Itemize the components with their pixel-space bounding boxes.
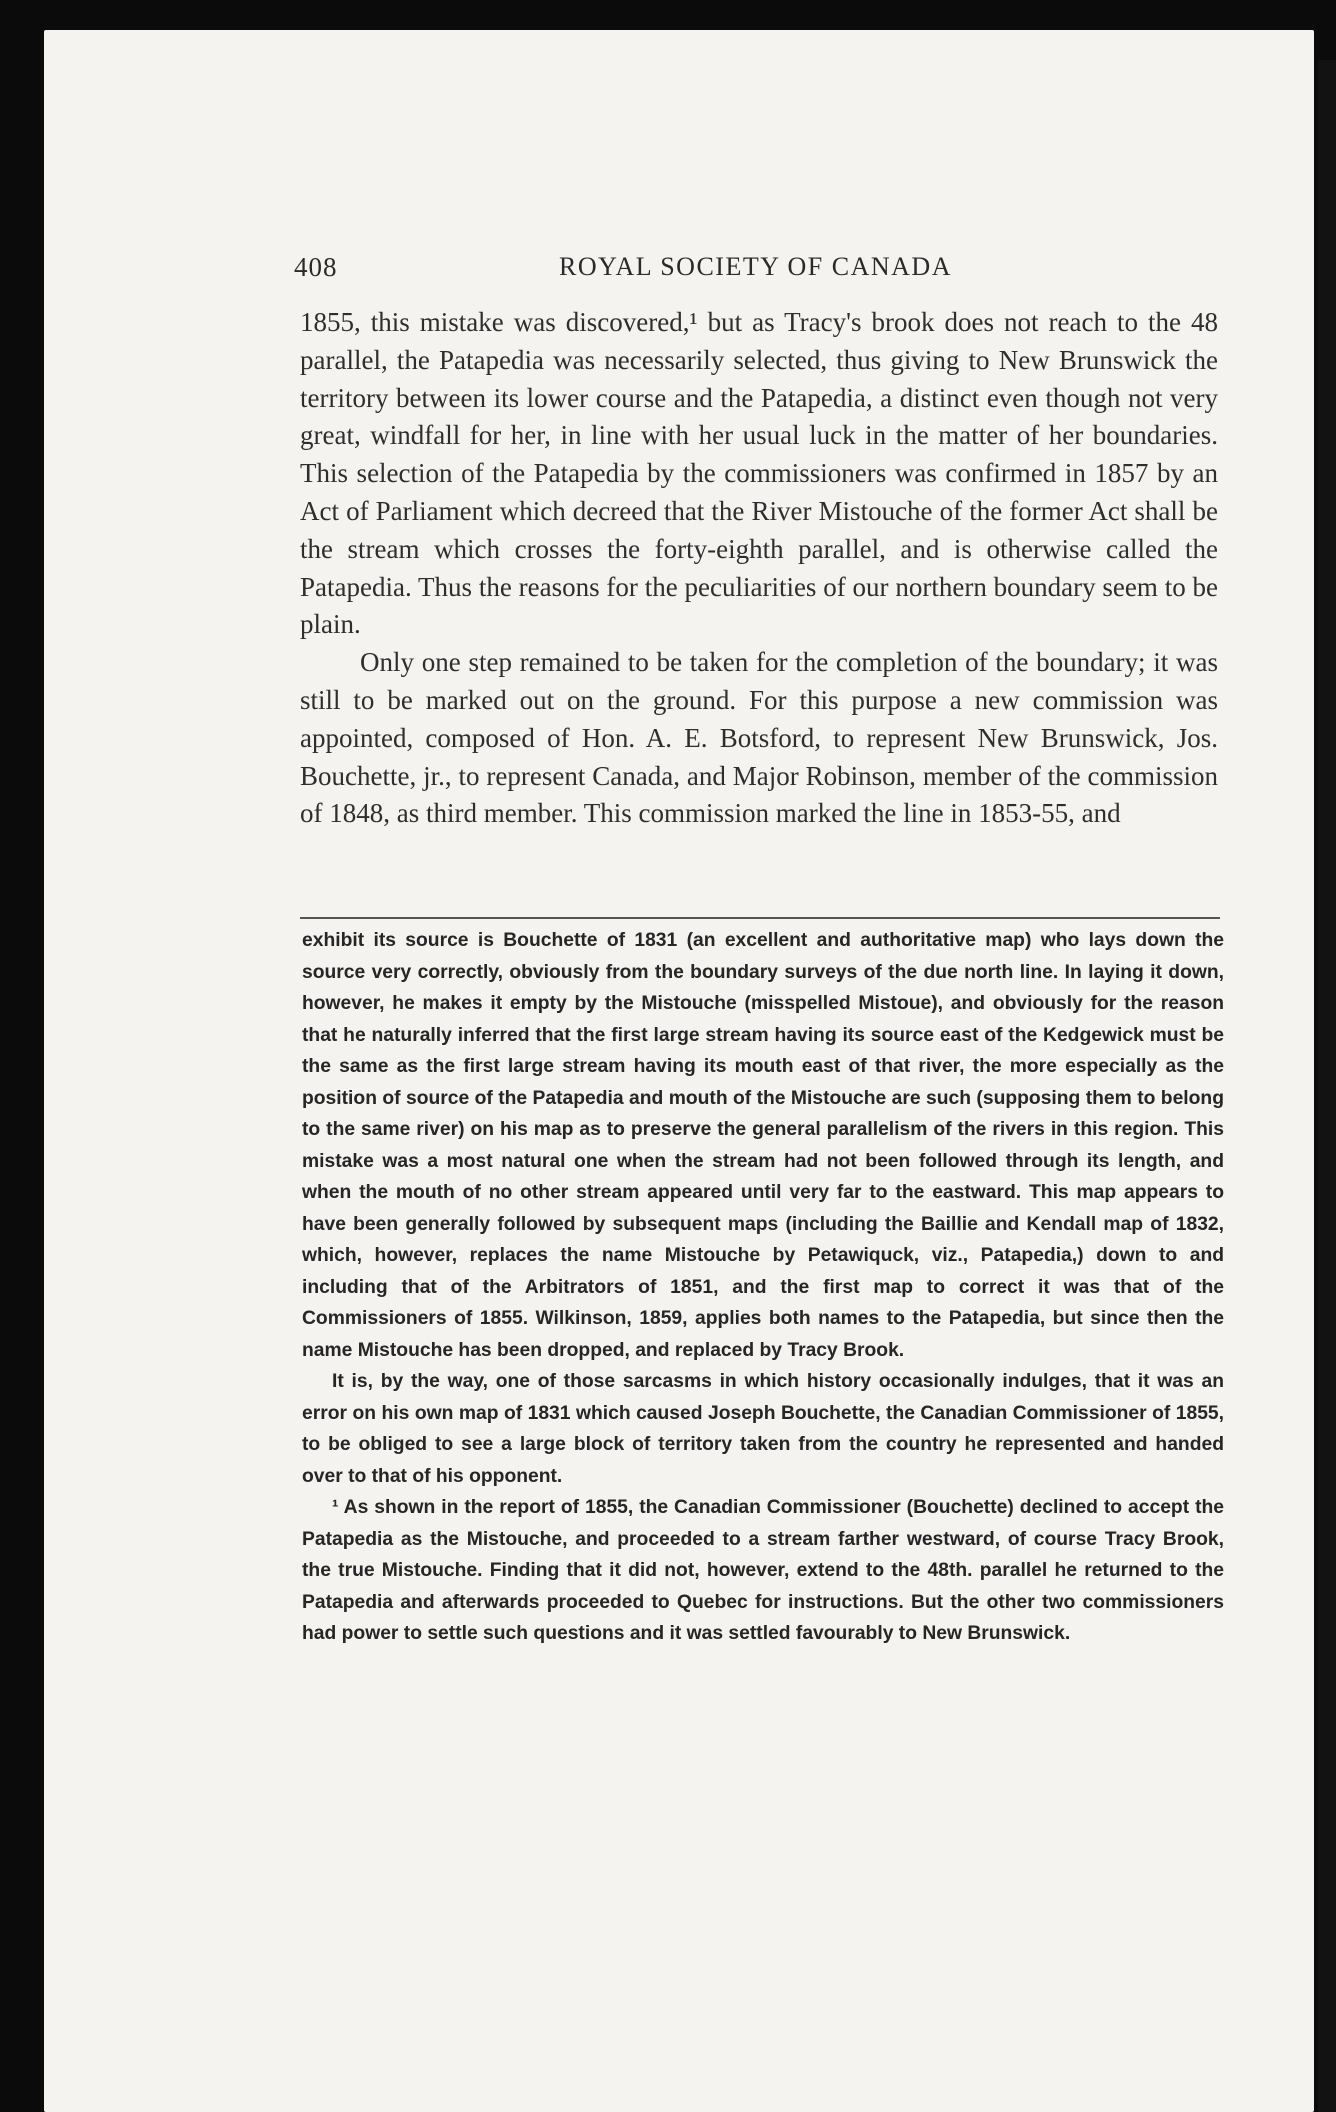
page-header <box>294 252 1229 292</box>
book-page <box>44 30 1314 2112</box>
page-edge-shadow <box>1318 60 1336 2112</box>
running-head: ROYAL SOCIETY OF CANADA <box>559 252 952 281</box>
footnotes <box>302 925 1224 1650</box>
footnote-aside: It is, by the way, one of those sarcasms in which history occasionally indulges, that it was an error on his own map of 1831 which caused Joseph Bouchette, the Canadian Commissioner of 1855, to be obliged to see a large block of territory taken from the country he represented and handed over to that of his opponent. <box>302 1371 1224 1487</box>
page-number: 408 <box>294 252 338 282</box>
footnote-divider <box>300 917 1220 919</box>
main-text <box>300 304 1218 833</box>
footnote-1: ¹ As shown in the report of 1855, the Canadian Commissioner (Bouchette) declined to accept the Patapedia as the Mistouche, and proceeded to a stream farther westward, of course Tracy Brook, the true Mistouche. Finding that it did not, however, extend to the 48th. parallel he returned to the Patapedia and afterwards proceeded to Quebec for instructions. But the other two commissioners had power to settle such questions and it was settled favourably to New Brunswick. <box>302 1497 1224 1644</box>
footnote-continued: exhibit its source is Bouchette of 1831 (an excellent and authoritative map) who lays down the source very correctly, obviously from the boundary surveys of the due north line. In laying it down, however, he makes it empty by the Mistouche (misspelled Mistoue), and obviously for the reason that he naturally inferred that the first large stream having its source east of the Kedgewick must be the same as the first large stream having its mouth east of that river, the more especially as the position of source of the Patapedia and mouth of the Mistouche are such (supposing them to belong to the same river) on his map as to preserve the general parallelism of the rivers in this region. This mistake was a most natural one when the stream had not been followed through its length, and when the mouth of no other stream appeared until very far to the eastward. This map appears to have been generally followed by subsequent maps (including the Baillie and Kendall map of 1832, which, however, replaces the name Mistouche by Petawiquck, viz., Patapedia,) down to and including that of the Arbitrators of 1851, and the first map to correct it was that of the Commissioners of 1855. Wilkinson, 1859, applies both names to the Patapedia, but since then the name Mistouche has been dropped, and replaced by Tracy Brook. <box>302 930 1224 1361</box>
body-paragraph: Only one step remained to be taken for the completion of the boundary; it was still to be marked out on the ground. For this purpose a new commission was appointed, composed of Hon. A. E. Botsford, to represent New Brunswick, Jos. Bouchette, jr., to represent Canada, and Major Robinson, member of the commission of 1848, as third member. This commission marked the line in 1853-55, and <box>300 647 1218 829</box>
body-paragraph: 1855, this mistake was discovered,¹ but as Tracy's brook does not reach to the 48 parallel, the Patapedia was necessarily selected, thus giving to New Brunswick the territory between its lower course and the Patapedia, a distinct even though not very great, windfall for her, in line with her usual luck in the matter of her boundaries. This selection of the Patapedia by the commissioners was confirmed in 1857 by an Act of Parliament which decreed that the River Mistouche of the former Act shall be the stream which crosses the forty-eighth parallel, and is otherwise called the Patapedia. Thus the reasons for the peculiarities of our northern boundary seem to be plain. <box>300 307 1218 640</box>
